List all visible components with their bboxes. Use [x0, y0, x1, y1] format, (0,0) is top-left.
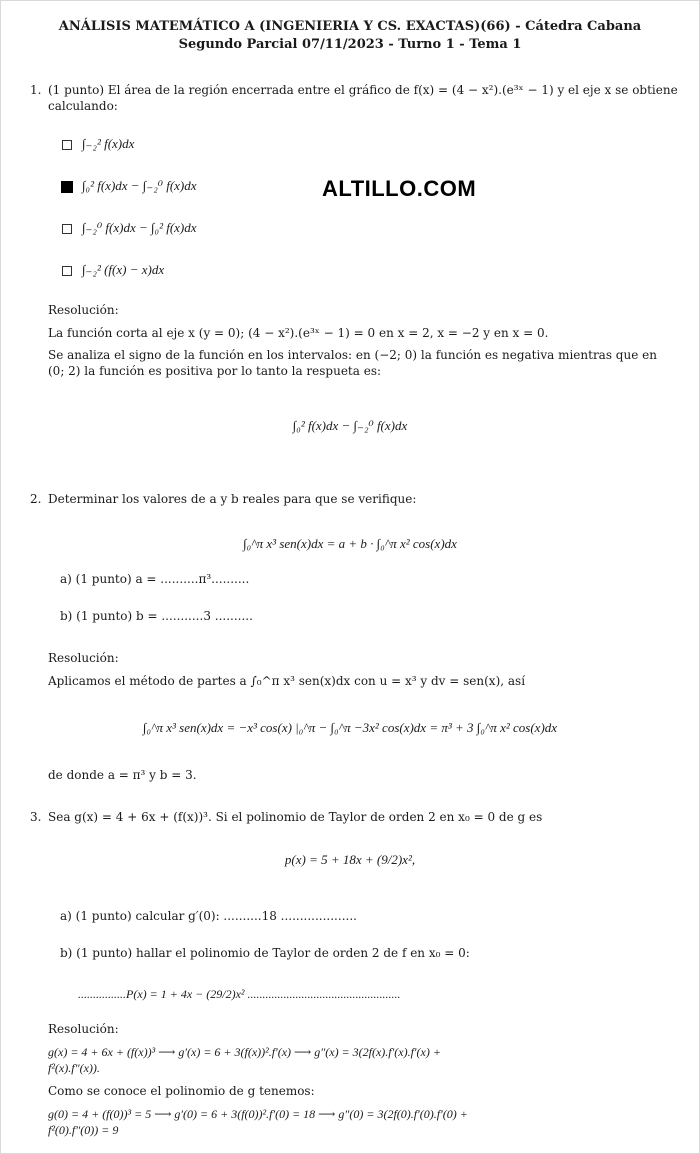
q3-part-a: a) (1 punto) calcular g′(0): ..........18 ....................	[60, 909, 357, 923]
q3-resolution-line4: g(0) = 4 + (f(0))³ = 5 ⟶ g′(0) = 6 + 3(f(0))².f′(0) = 18 ⟶ g″(0) = 3(2f(0).f′(0).f′(0) +	[48, 1107, 468, 1121]
q1-resolution-formula: ∫₀² f(x)dx − ∫₋₂⁰ f(x)dx	[292, 418, 408, 433]
q2-resolution-conclusion: de donde a = π³ y b = 3.	[48, 768, 197, 782]
exam-subtitle: Segundo Parcial 07/11/2023 - Turno 1 - Tema 1	[178, 37, 522, 52]
q3-resolution-line3: Como se conoce el polinomio de g tenemos:	[48, 1084, 315, 1098]
q3-resolution-line1: g(x) = 4 + 6x + (f(x))³ ⟶ g′(x) = 6 + 3(f(x))².f′(x) ⟶ g″(x) = 3(2f(x).f′(x).f′(x) +	[48, 1045, 441, 1059]
q1-option-text: ∫₋₂² f(x)dx	[82, 136, 135, 151]
q1-option-text: ∫₋₂² (f(x) − x)dx	[82, 262, 165, 277]
q3-number: 3.	[30, 810, 42, 824]
watermark: ALTILLO.COM	[322, 176, 477, 201]
q1-option-checkbox[interactable]	[62, 224, 72, 234]
q1-statement-line1: (1 punto) El área de la región encerrada entre el gráfico de f(x) = (4 − x²).(e³ˣ − 1) y el eje x se obtiene	[48, 83, 678, 97]
q1-number: 1.	[30, 83, 42, 97]
q3-statement: Sea g(x) = 4 + 6x + (f(x))³. Si el polinomio de Taylor de orden 2 en x₀ = 0 de g es	[48, 810, 543, 824]
q1-resolution-line2: Se analiza el signo de la función en los intervalos: en (−2; 0) la función es negativa mientras que en	[48, 348, 657, 362]
q3-resolution-line5: f²(0).f″(0)) = 9	[48, 1123, 119, 1137]
q2-resolution-line1: Aplicamos el método de partes a ∫₀^π x³ sen(x)dx con u = x³ y dv = sen(x), así	[48, 674, 526, 688]
q1-resolution-line1: La función corta al eje x (y = 0); (4 − x²).(e³ˣ − 1) = 0 en x = 2, x = −2 y en x = 0.	[48, 326, 549, 340]
q3-part-b-answer: ................P(x) = 1 + 4x − (29/2)x² ...................................................	[78, 987, 401, 1001]
q2-part-b: b) (1 punto) b = ...........3 ..........	[60, 609, 253, 623]
q2-resolution-label: Resolución:	[48, 651, 119, 665]
q1-resolution-label: Resolución:	[48, 303, 119, 317]
q2-part-a: a) (1 punto) a = ..........π³..........	[60, 572, 250, 586]
q1-option-checkbox[interactable]	[62, 266, 72, 276]
q3-resolution-line2: f²(x).f″(x)).	[48, 1061, 100, 1075]
q3-resolution-label: Resolución:	[48, 1022, 119, 1036]
exam-title: ANÁLISIS MATEMÁTICO A (INGENIERIA Y CS. EXACTAS)(66) - Cátedra Cabana	[58, 19, 642, 34]
q2-formula: ∫₀^π x³ sen(x)dx = a + b · ∫₀^π x² cos(x)dx	[243, 536, 457, 551]
q1-option-text: ∫₀² f(x)dx − ∫₋₂⁰ f(x)dx	[82, 178, 197, 193]
q1-option-checkbox[interactable]	[62, 140, 72, 150]
q1-resolution-line3: (0; 2) la función es positiva por lo tanto la respueta es:	[48, 364, 382, 378]
q1-statement-line2: calculando:	[48, 99, 118, 113]
q1-option-text: ∫₋₂⁰ f(x)dx − ∫₀² f(x)dx	[82, 220, 197, 235]
q2-number: 2.	[30, 492, 42, 506]
q3-formula: p(x) = 5 + 18x + (9/2)x²,	[284, 852, 416, 867]
q1-option-checkbox[interactable]	[61, 181, 73, 193]
q2-statement: Determinar los valores de a y b reales para que se verifique:	[48, 492, 417, 506]
q2-resolution-formula: ∫₀^π x³ sen(x)dx = −x³ cos(x) |₀^π − ∫₀^π −3x² cos(x)dx = π³ + 3 ∫₀^π x² cos(x)dx	[142, 720, 558, 735]
q3-part-b: b) (1 punto) hallar el polinomio de Taylor de orden 2 de f en x₀ = 0:	[60, 946, 470, 960]
